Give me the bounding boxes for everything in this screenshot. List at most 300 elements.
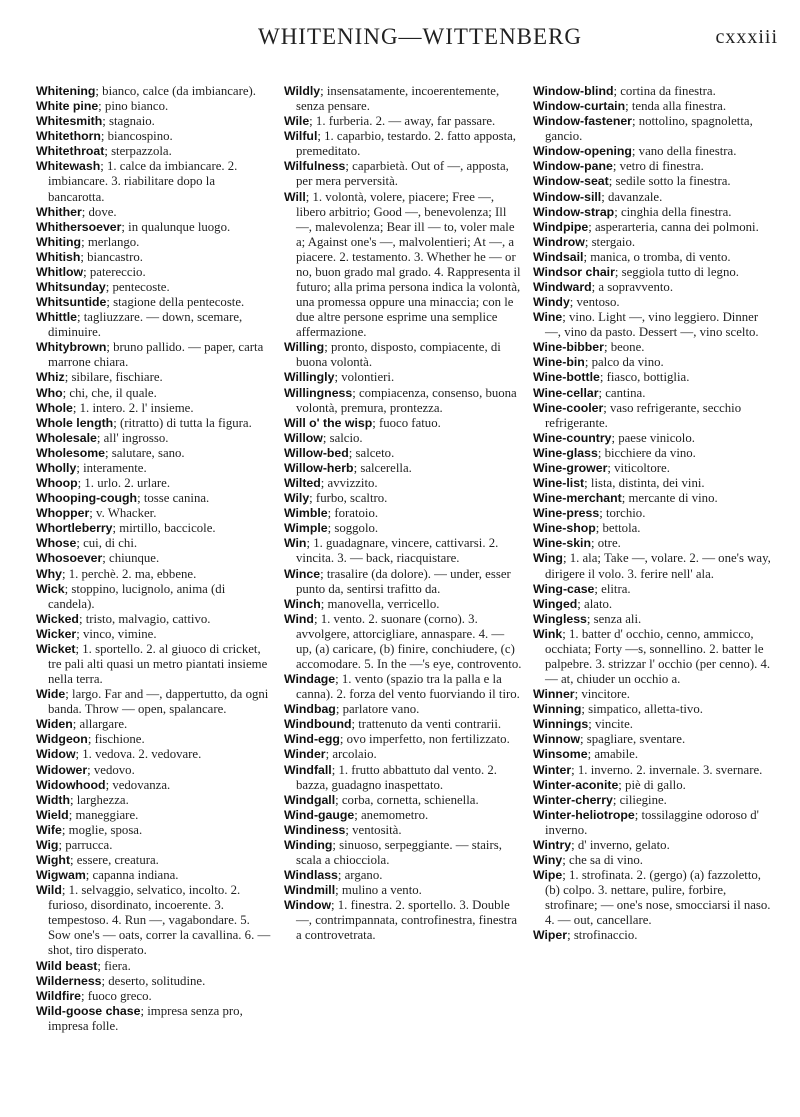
- dictionary-entry: [36, 521, 274, 536]
- entry-definition: ; 1. inverno. 2. invernale. 3. svernare.: [571, 762, 763, 777]
- entry-definition: ; 1. selvaggio, selvatico, incolto. 2. furioso, disordinato, incoerente. 3. tempestoso. 4. Run —, vagabondare. 5. Sow one's — oats, correr la cavallina. 6. — shot, tiro disperato.: [48, 883, 271, 958]
- entry-headword: Wholly: [36, 460, 77, 475]
- entry-definition: ; 1. sportello. 2. al giuoco di cricket, tre pali alti quasi un metro piantati insieme nella terra.: [48, 641, 268, 687]
- entry-definition: ; torchio.: [599, 506, 646, 521]
- entry-headword: Windsor chair: [533, 264, 615, 279]
- entry-definition: ; insensatamente, incoerentemente, senza pensare.: [296, 84, 500, 114]
- dictionary-entry: [533, 235, 771, 250]
- entry-headword: Windpipe: [533, 219, 589, 234]
- entry-definition: ; a sopravvento.: [591, 280, 674, 295]
- entry-headword: Winy: [533, 852, 563, 867]
- entry-definition: ; amabile.: [587, 747, 639, 762]
- entry-headword: Whitethroat: [36, 144, 105, 159]
- entry-definition: ; 1. guadagnare, vincere, cattivarsi. 2. vincita. 3. — back, riacquistare.: [296, 536, 499, 566]
- entry-definition: ; fiasco, bottiglia.: [599, 370, 690, 385]
- dictionary-entry: [533, 793, 771, 808]
- entry-headword: Wine-shop: [533, 521, 596, 536]
- dictionary-entry: [36, 959, 274, 974]
- dictionary-entry: [284, 672, 522, 702]
- dictionary-entry: [284, 159, 522, 189]
- entry-definition: ; d' inverno, gelato.: [571, 837, 670, 852]
- dictionary-entry: [533, 597, 771, 612]
- entry-definition: ; 1. caparbio, testardo. 2. fatto apposta, premeditato.: [296, 129, 517, 159]
- entry-definition: ; cortina da finestra.: [613, 84, 716, 98]
- entry-definition: ; chi, che, il quale.: [62, 385, 157, 400]
- entry-headword: Whitesmith: [36, 114, 103, 129]
- entry-definition: ; vedovo.: [87, 762, 135, 777]
- entry-headword: Winner: [533, 687, 575, 702]
- dictionary-entry: [36, 974, 274, 989]
- dictionary-entry: [284, 612, 522, 672]
- entry-headword: Wipe: [533, 868, 563, 883]
- entry-headword: Window-seat: [533, 174, 609, 189]
- dictionary-entry: [533, 778, 771, 793]
- entry-headword: Wingless: [533, 611, 587, 626]
- entry-headword: Wight: [36, 852, 71, 867]
- dictionary-entry: [533, 99, 771, 114]
- entry-headword: Wine-bottle: [533, 370, 600, 385]
- entry-headword: Windage: [284, 672, 336, 687]
- entry-headword: Whitybrown: [36, 340, 107, 355]
- dictionary-entry: [284, 476, 522, 491]
- entry-headword: Winder: [284, 747, 326, 762]
- entry-headword: Widen: [36, 717, 73, 732]
- entry-definition: ; chiunque.: [102, 551, 160, 566]
- dictionary-entry: [284, 386, 522, 416]
- entry-headword: Wide: [36, 687, 66, 702]
- entry-definition: ; che sa di vino.: [562, 852, 643, 867]
- dictionary-entry: [284, 416, 522, 431]
- entry-headword: Wholesome: [36, 445, 106, 460]
- entry-headword: Wintry: [533, 837, 572, 852]
- entry-headword: Winnings: [533, 717, 589, 732]
- entry-definition: ; ciliegine.: [612, 792, 667, 807]
- entry-headword: Wine-list: [533, 476, 585, 491]
- entry-definition: ; elitra.: [594, 581, 631, 596]
- entry-definition: ; viticoltore.: [607, 460, 670, 475]
- entry-headword: Winning: [533, 702, 582, 717]
- entry-definition: ; 1. urlo. 2. urlare.: [77, 476, 171, 491]
- entry-headword: Wine-cooler: [533, 400, 604, 415]
- dictionary-entry: [284, 793, 522, 808]
- entry-definition: ; 1. vento (spazio tra la palla e la canna). 2. forza del vento fuorviando il tiro.: [296, 672, 520, 702]
- dictionary-entry: [36, 144, 274, 159]
- entry-definition: ; salceto.: [348, 445, 395, 460]
- entry-headword: Wield: [36, 807, 69, 822]
- entry-definition: ; arcolaio.: [325, 747, 377, 762]
- dictionary-entry: [36, 627, 274, 642]
- entry-definition: ; tristo, malvagio, cattivo.: [78, 611, 211, 626]
- dictionary-entry: [533, 280, 771, 295]
- dictionary-entry: [36, 280, 274, 295]
- dictionary-entry: [36, 84, 274, 99]
- entry-definition: ; salcio.: [322, 430, 363, 445]
- entry-definition: ; nottolino, spagnoletta, gancio.: [545, 114, 753, 144]
- dictionary-entry: [533, 627, 771, 687]
- entry-headword: Willing: [284, 340, 325, 355]
- entry-definition: ; davanzale.: [601, 189, 663, 204]
- entry-headword: Whiz: [36, 370, 65, 385]
- entry-headword: Wildly: [284, 84, 321, 98]
- dictionary-entry: [533, 461, 771, 476]
- entry-headword: Wildfire: [36, 988, 81, 1003]
- dictionary-entry: [36, 476, 274, 491]
- entry-definition: ; fuoco fatuo.: [372, 415, 441, 430]
- running-header: WHITENING—WITTENBERG: [257, 24, 583, 49]
- dictionary-entry: [284, 702, 522, 717]
- entry-definition: ; patereccio.: [83, 264, 146, 279]
- entry-definition: ; fiera.: [97, 958, 131, 973]
- entry-definition: ; ovo imperfetto, non fertilizzato.: [339, 732, 510, 747]
- dictionary-entry: [36, 250, 274, 265]
- entry-definition: ; biancospino.: [100, 129, 173, 144]
- entry-definition: ; senza ali.: [586, 611, 642, 626]
- entry-headword: Wine-bibber: [533, 340, 604, 355]
- entry-definition: ; merlango.: [81, 234, 140, 249]
- dictionary-entry: [36, 612, 274, 627]
- entry-definition: ; furbo, scaltro.: [309, 491, 388, 506]
- entry-definition: ; salcerella.: [353, 460, 412, 475]
- dictionary-entry: [284, 732, 522, 747]
- entry-headword: Will o' the wisp: [284, 415, 373, 430]
- entry-headword: Wine-cellar: [533, 385, 599, 400]
- entry-definition: ; piè di gallo.: [618, 777, 686, 792]
- dictionary-entry: [533, 340, 771, 355]
- entry-headword: Wild: [36, 883, 62, 898]
- dictionary-entry: [533, 174, 771, 189]
- dictionary-entry: [36, 732, 274, 747]
- entry-definition: ; manovella, verricello.: [320, 596, 440, 611]
- column-3: [533, 84, 771, 943]
- dictionary-entry: [36, 340, 274, 370]
- dictionary-entry: [284, 84, 522, 114]
- entry-headword: Willow-herb: [284, 460, 354, 475]
- entry-definition: ; cantina.: [598, 385, 646, 400]
- dictionary-entry: [36, 506, 274, 521]
- entry-definition: ; trattenuto da venti contrarii.: [351, 717, 502, 732]
- dictionary-entry: [533, 295, 771, 310]
- dictionary-entry: [36, 431, 274, 446]
- entry-headword: Wimple: [284, 521, 328, 536]
- entry-headword: Who: [36, 385, 63, 400]
- dictionary-entry: [533, 521, 771, 536]
- entry-headword: Wicket: [36, 641, 76, 656]
- entry-headword: Wine-glass: [533, 445, 598, 460]
- entry-definition: ; 1. furberia. 2. — away, far passare.: [309, 114, 496, 129]
- entry-definition: ; manica, o tromba, di vento.: [583, 249, 731, 264]
- dictionary-entry: [36, 853, 274, 868]
- entry-headword: Willingness: [284, 385, 353, 400]
- entry-headword: Widowhood: [36, 777, 106, 792]
- entry-headword: Wind-gauge: [284, 807, 355, 822]
- dictionary-entry: [533, 551, 771, 581]
- dictionary-entry: [36, 883, 274, 958]
- dictionary-entry: [284, 521, 522, 536]
- dictionary-entry: [36, 235, 274, 250]
- entry-definition: ; 1. vento. 2. suonare (corno). 3. avvolgere, attorcigliare, annaspare. 4. — up, (a) caricare, (b) finire, conchiudere, (c) accomodare. 5. In the —'s eye, controvento.: [296, 611, 522, 671]
- dictionary-entry: [533, 687, 771, 702]
- entry-headword: Window-strap: [533, 204, 615, 219]
- entry-definition: ; 1. perchè. 2. ma, ebbene.: [61, 566, 197, 581]
- entry-definition: ; 1. batter d' occhio, cenno, ammicco, occhiata; Forty —s, sonnellino. 2. batter le palpebre. 3. strizzar l' occhio (per cenno). 4. — at, chiuder un occhio a.: [545, 626, 771, 687]
- entry-definition: ; foratoio.: [327, 506, 379, 521]
- dictionary-entry: [533, 838, 771, 853]
- entry-definition: ; sterpazzola.: [104, 144, 172, 159]
- entry-headword: Wine-country: [533, 430, 612, 445]
- entry-definition: ; anemometro.: [354, 807, 429, 822]
- dictionary-entry: [284, 823, 522, 838]
- dictionary-entry: [36, 838, 274, 853]
- entry-headword: Wile: [284, 114, 310, 129]
- entry-definition: ; otre.: [590, 536, 621, 551]
- dictionary-entry: [284, 129, 522, 159]
- entry-definition: ; largo. Far and —, dappertutto, da ogni banda. Throw — open, spalancare.: [48, 687, 269, 717]
- entry-definition: ; asperarteria, canna dei polmoni.: [588, 219, 759, 234]
- entry-headword: Wilfulness: [284, 159, 346, 174]
- entry-definition: ; vinco, vimine.: [76, 626, 157, 641]
- entry-definition: ; argano.: [337, 868, 383, 883]
- entry-headword: Whopper: [36, 506, 90, 521]
- entry-headword: Winnow: [533, 732, 581, 747]
- entry-headword: Wind-egg: [284, 732, 340, 747]
- entry-definition: ; salutare, sano.: [105, 445, 185, 460]
- entry-headword: Wigwam: [36, 868, 86, 883]
- dictionary-entry: [284, 461, 522, 476]
- entry-headword: Wine-bin: [533, 355, 585, 370]
- entry-definition: ; vaso refrigerante, secchio refrigerante.: [545, 400, 742, 430]
- dictionary-entry: [36, 461, 274, 476]
- dictionary-entry: [284, 763, 522, 793]
- entry-definition: ; ventosità.: [345, 822, 402, 837]
- dictionary-entry: [284, 838, 522, 868]
- dictionary-entry: [533, 506, 771, 521]
- entry-definition: ; fuoco greco.: [80, 988, 152, 1003]
- dictionary-entry: [533, 159, 771, 174]
- dictionary-entry: [36, 778, 274, 793]
- entry-definition: ; lista, distinta, dei vini.: [584, 476, 705, 491]
- dictionary-entry: [533, 732, 771, 747]
- dictionary-entry: [533, 808, 771, 838]
- dictionary-entry: [284, 340, 522, 370]
- entry-headword: Windbag: [284, 702, 336, 717]
- entry-headword: Wild beast: [36, 958, 98, 973]
- dictionary-entry: [36, 205, 274, 220]
- dictionary-entry: [36, 310, 274, 340]
- entry-headword: Why: [36, 566, 62, 581]
- entry-definition: ; allargare.: [72, 717, 128, 732]
- entry-headword: Windward: [533, 280, 592, 295]
- entry-headword: Win: [284, 536, 307, 551]
- dictionary-entry: [533, 310, 771, 340]
- entry-headword: Wild-goose chase: [36, 1003, 141, 1018]
- entry-headword: Windy: [533, 295, 570, 310]
- entry-headword: Windsail: [533, 249, 584, 264]
- entry-headword: Window: [284, 898, 332, 913]
- entry-definition: ; compiacenza, consenso, buona volontà, premura, prontezza.: [296, 385, 517, 415]
- entry-definition: ; palco da vino.: [584, 355, 664, 370]
- entry-definition: ; capanna indiana.: [85, 868, 179, 883]
- entry-definition: ; in qualunque luogo.: [121, 219, 231, 234]
- entry-definition: ; dove.: [81, 204, 117, 219]
- dictionary-entry: [36, 551, 274, 566]
- entry-headword: Wine-skin: [533, 536, 591, 551]
- entry-headword: Wiper: [533, 928, 568, 943]
- entry-headword: Wig: [36, 837, 59, 852]
- entry-headword: Willow-bed: [284, 445, 349, 460]
- dictionary-entry: [533, 763, 771, 778]
- entry-headword: Window-curtain: [533, 99, 626, 114]
- entry-definition: ; vano della finestra.: [631, 144, 737, 159]
- page-number: cxxxiii: [715, 26, 778, 48]
- entry-definition: ; caparbietà. Out of —, apposta, per mera perversità.: [296, 159, 509, 189]
- dictionary-entry: [36, 536, 274, 551]
- dictionary-entry: [284, 883, 522, 898]
- dictionary-entry: [284, 808, 522, 823]
- entry-definition: ; mulino a vento.: [335, 883, 422, 898]
- entry-headword: Winter: [533, 762, 572, 777]
- entry-headword: Whitlow: [36, 264, 84, 279]
- dictionary-entry: [36, 1004, 274, 1034]
- entry-headword: Wholesale: [36, 430, 97, 445]
- entry-headword: Winch: [284, 596, 321, 611]
- entry-definition: ; ventoso.: [569, 295, 620, 310]
- entry-headword: Wick: [36, 581, 65, 596]
- entry-definition: ; sibilare, fischiare.: [64, 370, 163, 385]
- entry-definition: ; volontieri.: [334, 370, 395, 385]
- dictionary-entry: [533, 476, 771, 491]
- entry-headword: Winding: [284, 837, 333, 852]
- entry-headword: Whole: [36, 400, 73, 415]
- dictionary-entry: [284, 567, 522, 597]
- dictionary-entry: [284, 370, 522, 385]
- entry-headword: Winter-aconite: [533, 777, 619, 792]
- entry-definition: ; alato.: [577, 596, 613, 611]
- entry-headword: Whole length: [36, 415, 114, 430]
- entry-headword: White pine: [36, 99, 99, 114]
- entry-definition: ; cinghia della finestra.: [614, 204, 732, 219]
- entry-headword: Wilful: [284, 129, 318, 144]
- dictionary-entry: [36, 220, 274, 235]
- dictionary-entry: [36, 823, 274, 838]
- entry-headword: Whitethorn: [36, 129, 101, 144]
- dictionary-entry: [533, 491, 771, 506]
- dictionary-entry: [533, 144, 771, 159]
- dictionary-entry: [36, 416, 274, 431]
- entry-headword: Window-opening: [533, 144, 632, 159]
- entry-definition: ; trasalire (da dolore). — under, esser punto da, sentirsi trafitto da.: [296, 566, 511, 596]
- dictionary-entry: [36, 868, 274, 883]
- dictionary-entry: [533, 582, 771, 597]
- entry-definition: ; tosse canina.: [137, 491, 210, 506]
- entry-definition: ; paese vinicolo.: [611, 430, 695, 445]
- entry-headword: Whitsuntide: [36, 295, 107, 310]
- entry-definition: ; strofinaccio.: [567, 928, 638, 943]
- dictionary-entry: [284, 506, 522, 521]
- dictionary-entry: [284, 491, 522, 506]
- entry-definition: ; vino. Light —, vino leggiero. Dinner —, vino da pasto. Dessert —, vino scelto.: [545, 310, 759, 340]
- entry-definition: ; vetro di finestra.: [612, 159, 704, 174]
- dictionary-entry: [36, 295, 274, 310]
- dictionary-entry: [533, 431, 771, 446]
- dictionary-entry: [533, 747, 771, 762]
- dictionary-entry: [36, 114, 274, 129]
- entry-definition: ; bicchiere da vino.: [597, 445, 696, 460]
- entry-definition: ; bettola.: [595, 521, 641, 536]
- entry-definition: ; corba, cornetta, schienella.: [335, 792, 479, 807]
- dictionary-entry: [36, 642, 274, 687]
- entry-definition: ; simpatico, alletta-tivo.: [581, 702, 703, 717]
- entry-headword: Window-fastener: [533, 114, 632, 129]
- dictionary-entry: [533, 536, 771, 551]
- entry-headword: Windbound: [284, 717, 352, 732]
- entry-definition: ; bruno pallido. — paper, carta marrone chiara.: [48, 340, 264, 370]
- entry-definition: ; tossilaggine odoroso d' inverno.: [545, 807, 759, 837]
- dictionary-entry: [284, 190, 522, 341]
- dictionary-entry: [284, 747, 522, 762]
- dictionary-entry: [36, 129, 274, 144]
- dictionary-entry: [36, 491, 274, 506]
- entry-headword: Width: [36, 792, 71, 807]
- entry-definition: ; soggolo.: [327, 521, 379, 536]
- entry-headword: Window-blind: [533, 84, 614, 98]
- entry-definition: ; stergaio.: [584, 234, 636, 249]
- entry-headword: Windiness: [284, 822, 346, 837]
- entry-headword: Wimble: [284, 506, 328, 521]
- entry-headword: Windlass: [284, 868, 338, 883]
- dictionary-entry: [36, 717, 274, 732]
- dictionary-entry: [533, 114, 771, 144]
- dictionary-entry: [533, 853, 771, 868]
- entry-definition: ; bianco, calce (da imbiancare).: [95, 84, 257, 98]
- entry-headword: Wicked: [36, 611, 79, 626]
- entry-definition: ; tenda alla finestra.: [625, 99, 727, 114]
- dictionary-entry: [533, 446, 771, 461]
- entry-definition: ; biancastro.: [80, 249, 143, 264]
- entry-headword: Willow: [284, 430, 323, 445]
- entry-headword: Whithersoever: [36, 219, 122, 234]
- entry-headword: Wing-case: [533, 581, 595, 596]
- entry-definition: ; impresa senza pro, impresa folle.: [48, 1003, 243, 1033]
- entry-definition: ; all' ingrosso.: [96, 430, 169, 445]
- entry-definition: ; mirtillo, baccicole.: [112, 521, 216, 536]
- column-1: [36, 84, 274, 1034]
- column-2: [284, 84, 522, 943]
- dictionary-entry: [36, 989, 274, 1004]
- entry-headword: Winged: [533, 596, 578, 611]
- entry-definition: ; moglie, sposa.: [61, 822, 143, 837]
- dictionary-entry: [533, 190, 771, 205]
- entry-definition: ; pronto, disposto, compiacente, di buona volontà.: [296, 340, 501, 370]
- entry-definition: ; sedile sotto la finestra.: [608, 174, 731, 189]
- entry-headword: Whitish: [36, 249, 81, 264]
- entry-headword: Whittle: [36, 310, 77, 325]
- entry-headword: Wince: [284, 566, 321, 581]
- entry-headword: Whoop: [36, 476, 78, 491]
- entry-headword: Willingly: [284, 370, 335, 385]
- dictionary-entry: [284, 868, 522, 883]
- dictionary-entry: [533, 702, 771, 717]
- dictionary-entry: [533, 355, 771, 370]
- dictionary-entry: [533, 220, 771, 235]
- entry-definition: ; 1. volontà, volere, piacere; Free —, libero arbitrio; Good —, benevolenza; Ill —, malevolenza; Bear ill — to, voler male a; Against one's —, malvolentieri; At —, a piacere. 2. testamento. 3. Whether he — or no, buon grado mal grado. 4. Rappresenta il futuro; alla prima persona indica la volontà, una promessa oppure una minaccia; con le due altre persone esprime una semplice affermazione.: [296, 189, 521, 340]
- entry-headword: Will: [284, 189, 306, 204]
- entry-definition: ; avvizzito.: [320, 476, 378, 491]
- dictionary-entry: [533, 612, 771, 627]
- entry-headword: Wife: [36, 822, 62, 837]
- dictionary-entry: [533, 265, 771, 280]
- entry-definition: ; vincitore.: [574, 687, 630, 702]
- entry-definition: ; spagliare, sventare.: [580, 732, 686, 747]
